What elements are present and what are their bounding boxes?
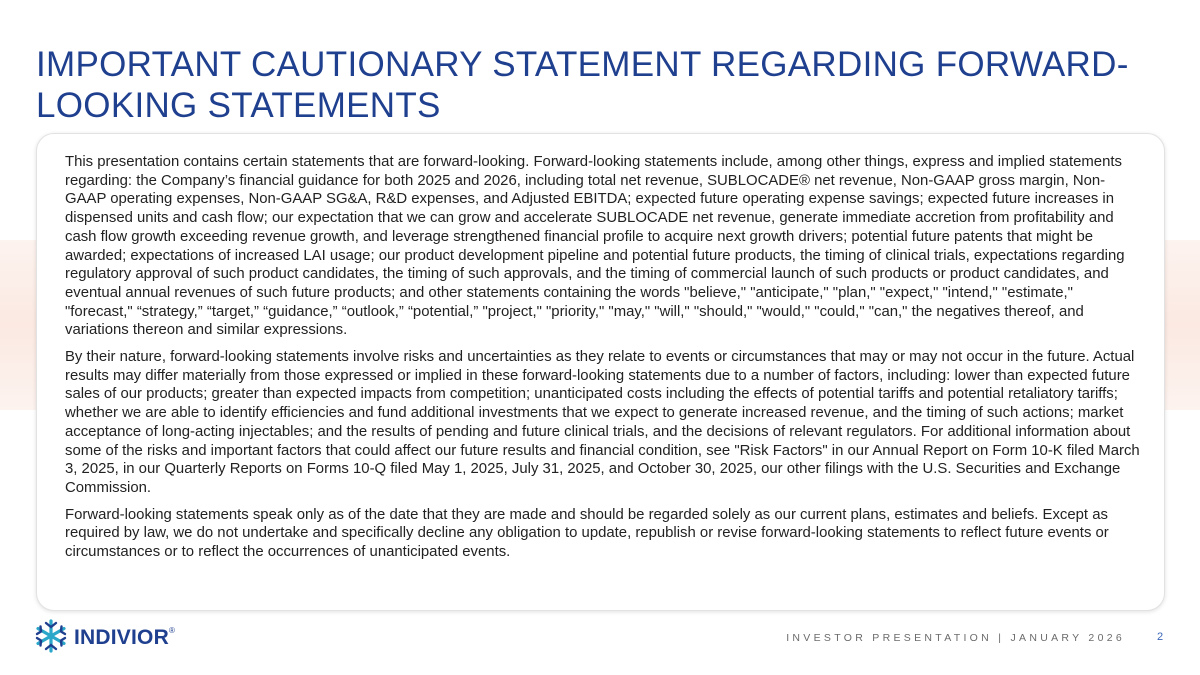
indivior-snowflake-logo-icon <box>34 619 68 658</box>
paragraph-forward-looking-intro: This presentation contains certain statements that are forward-looking. Forward-looking statements include, among other things, express and implied statements regarding: the Company’s financial guidance for both 2025 and 2026, including total net revenue, SUBLOCADE® net revenue, Non-GAAP gross margin, Non-GAAP operating expenses, Non-GAAP SG&A, R&D expenses, and Adjusted EBITDA; expected future operating expense savings; expected future increases in dispensed units and cash flow; our expectation that we can grow and accelerate SUBLOCADE net revenue, generate immediate accretion from profitability and cash flow growth exceeding revenue growth, and leverage strengthened financial profile to acquire next growth drivers; potential future patents that might be awarded; expectations of increased LAI usage; our product development pipeline and potential future products, the timing of clinical trials, expectations regarding regulatory approval of such product candidates, the timing of such approvals, and the timing of commercial launch of such products or product candidates, and eventual annual revenues of such future products; and other statements containing the words "believe," "anticipate," "plan," "expect," "intend," "estimate," "forecast," “strategy,” “target,” “guidance,” “outlook,” “potential,” "project," "priority," "may," "will," "should," "would," "could," "can," the negatives thereof, and variations thereon and similar expressions. <box>65 154 1125 339</box>
paragraph-risks: By their nature, forward-looking statements involve risks and uncertainties as they relate to events or circumstances that may or may not occur in the future. Actual results may differ materially from those expressed or implied in these forward-looking statements due to a number of factors, including: lower than expected future sales of our products; greater than expected impacts from competition; unanticipated costs including the effects of potential tariffs and potential retaliatory tariffs; whether we are able to identify efficiencies and fund additional investments that we expect to generate increased revenue, and the timing of such actions; market acceptance of long-acting injectables; and the results of pending and future clinical trials, and the decisions of relevant regulators. For additional information about some of the risks and important factors that could affect our future results and financial condition, see "Risk Factors" in our Annual Report on Form 10-K filed March 3, 2025, in our Quarterly Reports on Forms 10-Q filed May 1, 2025, July 31, 2025, and October 30, 2025, our other filings with the U.S. Securities and Exchange Commission. <box>65 349 1140 496</box>
statement-panel <box>36 133 1165 611</box>
page-number: 2 <box>1156 631 1164 643</box>
registered-mark: ® <box>168 626 176 635</box>
logo-wordmark <box>74 626 175 650</box>
company-logo <box>34 620 175 656</box>
presentation-label: INVESTOR PRESENTATION | JANUARY 2026 <box>786 632 1125 644</box>
slide-title: IMPORTANT CAUTIONARY STATEMENT REGARDING FORWARD-LOOKING STATEMENTS <box>36 45 1129 125</box>
paragraph-update-disclaimer: Forward-looking statements speak only as of the date that they are made and should be regarded solely as our current plans, estimates and beliefs. Except as required by law, we do not undertake and specifically decline any obligation to update, republish or revise forward-looking statements to reflect future events or circumstances or to reflect the occurrences of unanticipated events. <box>65 506 1109 561</box>
logo-text: INDIVIOR <box>74 626 169 649</box>
